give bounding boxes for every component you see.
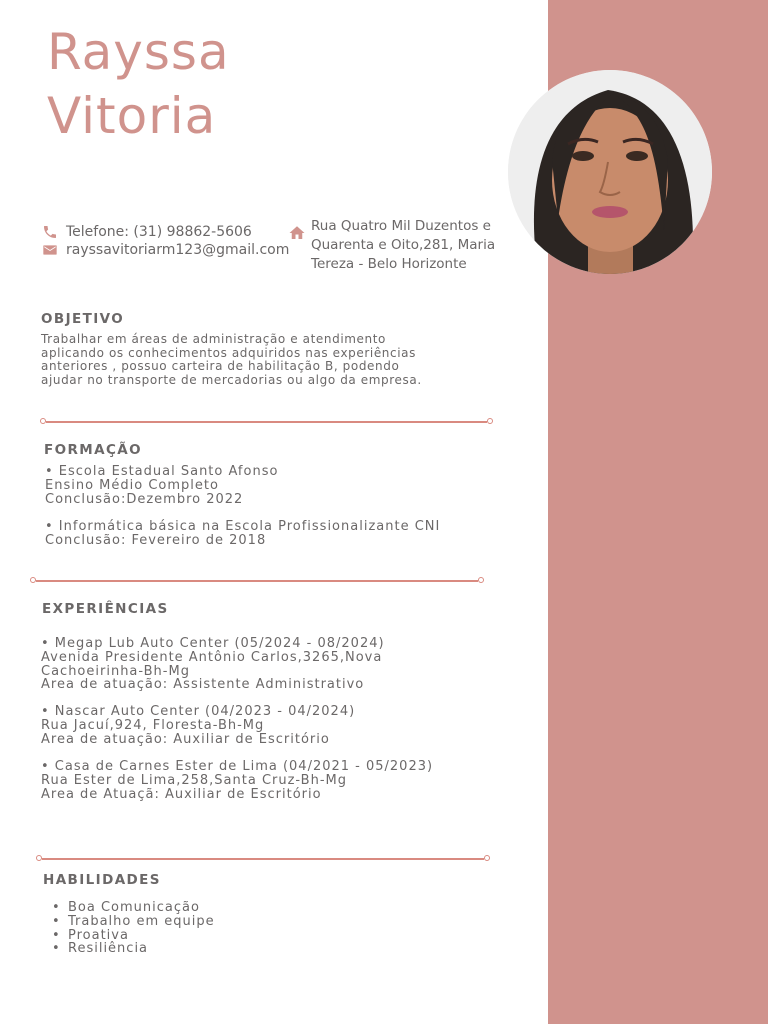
education-item [45,520,440,548]
email-icon [42,242,58,258]
email-text[interactable]: rayssavitoriarm123@gmail.com [66,242,290,258]
address-text: Rua Quatro Mil Duzentos e Quarenta e Oito,281, Maria Tereza - Belo Horizonte [311,218,496,272]
divider [42,858,484,860]
candidate-name [47,20,230,148]
skill-item: • Boa Comunicação [50,901,215,915]
objective-line: Trabalhar em áreas de administração e atendimento [41,332,386,346]
education-level: Ensino Médio Completo [45,477,219,493]
education-conclusion: Conclusão:Dezembro 2022 [45,491,244,507]
phone-text: Telefone: (31) 98862-5606 [66,224,252,240]
job-address: Rua Ester de Lima,258,Santa Cruz-Bh-Mg [41,772,347,788]
job-address: Avenida Presidente Antônio Carlos,3265,Nova [41,649,383,665]
job-role: Area de atuação: Assistente Administrativo [41,677,365,693]
email-row [42,242,289,258]
job-item [41,705,355,746]
skills-list [50,901,215,956]
skills-title: HABILIDADES [43,872,161,888]
objective-text [41,333,422,387]
skill-item: • Trabalho em equipe [50,915,215,929]
skill-item: • Proativa [50,929,215,943]
objective-line: aplicando os conhecimentos adquiridos nas experiências [41,345,416,360]
profile-photo [508,70,712,274]
education-item [45,465,278,506]
job-address: Rua Jacuí,924, Floresta-Bh-Mg [41,717,265,733]
job-company: • Megap Lub Auto Center (05/2024 - 08/2024) [41,636,385,651]
skill-item: • Resiliência [50,942,215,956]
phone-icon [42,224,58,240]
objective-line: anteriores , possuo carteira de habilitação B, podendo [41,359,400,374]
objective-title: OBJETIVO [41,311,125,327]
job-role: Area de Atuaçã: Auxiliar de Escritório [41,786,322,802]
job-company: • Nascar Auto Center (04/2023 - 04/2024) [41,704,356,719]
education-conclusion: Conclusão: Fevereiro de 2018 [45,532,267,548]
portrait-illustration [508,70,712,274]
job-item [41,637,385,692]
experience-title: EXPERIÊNCIAS [42,601,169,617]
job-company: • Casa de Carnes Ester de Lima (04/2021 - 05/2023) [41,759,434,774]
objective-line: ajudar no transporte de mercadorias ou algo da empresa. [41,372,422,387]
home-icon [288,224,306,242]
education-school: • Escola Estadual Santo Afonso [45,464,279,479]
divider [46,421,487,423]
address-block [288,217,503,274]
job-address: Cachoeirinha-Bh-Mg [41,663,190,679]
education-course: • Informática básica na Escola Profissionalizante CNI [45,519,441,534]
job-item [41,760,433,801]
divider [36,580,478,582]
first-name: Rayssa [47,23,230,81]
job-role: Area de atuação: Auxiliar de Escritório [41,731,330,747]
education-title: FORMAÇÃO [44,442,143,458]
last-name: Vitoria [47,87,217,145]
phone-row [42,224,252,240]
